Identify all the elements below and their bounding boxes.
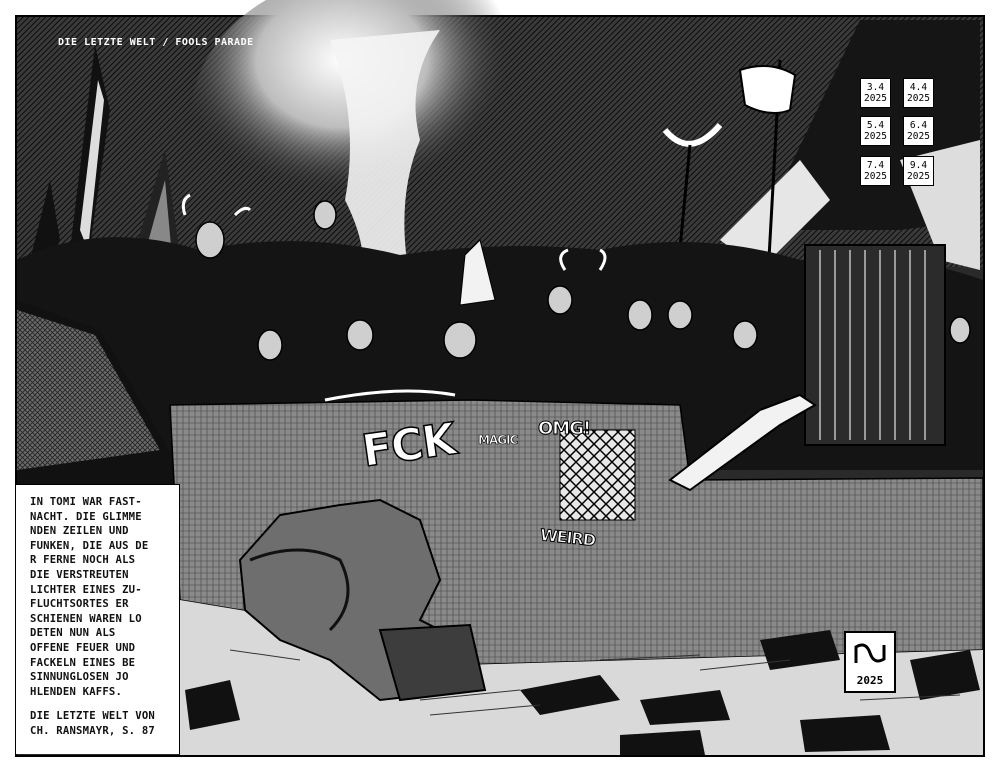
date-box-1: 3.4 2025 <box>860 78 891 108</box>
graffiti-weird: WEIRD <box>539 525 596 550</box>
signature-monogram-icon <box>846 637 894 673</box>
date-box-4: 6.4 2025 <box>903 116 934 146</box>
signature-year: 2025 <box>856 674 884 687</box>
artwork-title: DIE LETZTE WELT / FOOLS PARADE <box>58 37 254 48</box>
date-box-2: 4.4 2025 <box>903 78 934 108</box>
caption-source: DIE LETZTE WELT VON CH. RANSMAYR, S. 87 <box>30 710 155 737</box>
date-box-5: 7.4 2025 <box>860 156 891 186</box>
graffiti-magic: MAGIC <box>478 433 518 447</box>
caption-text: IN TOMI WAR FAST- NACHT. DIE GLIMME NDEN ZEILEN UND FUNKEN, DIE AUS DE R FERNE NOCH ALS DIE VERSTREUTEN LICHTER EINES ZU- FLUCHTSORTES ER SCHIENEN WAREN LO DETEN NUN ALS OFFENE FEUER UND FACKELN EINES BE SINNUNGLOSEN JO HLENDEN KAFFS. <box>30 496 149 698</box>
graffiti-fck: FCK <box>358 413 459 478</box>
cage <box>805 245 945 445</box>
artist-signature <box>844 631 896 693</box>
date-box-6: 9.4 2025 <box>903 156 934 186</box>
wall-pattern <box>560 430 635 520</box>
date-box-3: 5.4 2025 <box>860 116 891 146</box>
graffiti-omg: OMG! <box>538 418 591 439</box>
caption-box <box>16 484 180 754</box>
